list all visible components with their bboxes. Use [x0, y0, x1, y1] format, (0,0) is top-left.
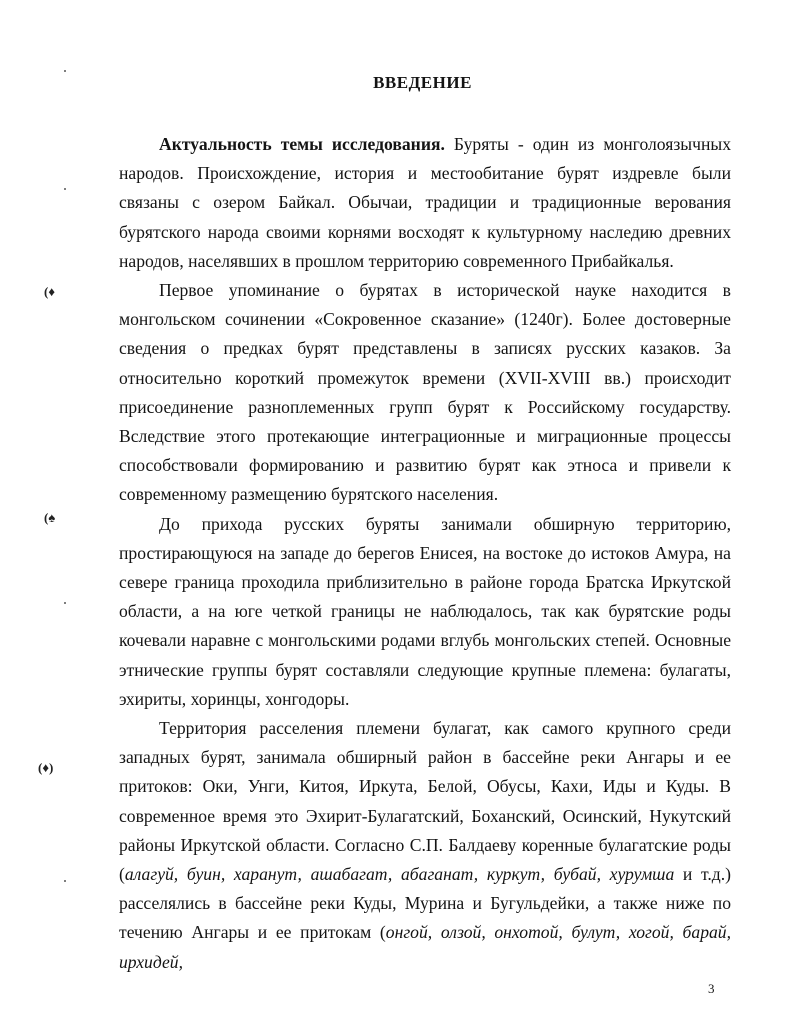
margin-mark: (♦): [38, 760, 54, 775]
paragraph-lead: Актуальность темы исследования.: [159, 134, 445, 154]
paragraph: До прихода русских буряты занимали обширную территорию, простирающуюся на западе до берегов Енисея, на востоке до истоков Амура, на севере граница проходила приблизительно в районе города Братска Иркутской области, а на юге четкой границы не наблюдалось, так как бурятские роды кочевали наравне с монгольскими родами вглубь монгольских степей. Основные этнические группы бурят составляли следующие крупные племена: булагаты, эхириты, хоринцы, хонгодоры.: [119, 513, 731, 709]
paragraph-text: Буряты - один из монголоязычных народов. Происхождение, история и местообитание бурят издревле были связаны с озером Байкал. Обычаи, традиции и традиционные верования бурятского народа своими корнями восходят к культурному наследию древних народов, населявших в прошлом территорию современного Прибайкалья.: [119, 134, 731, 271]
paragraph-text: и т.д.) расселялись в бассейне реки Куды, Мурина и Бугульдейки, а также ниже по течению Ангары и ее притокам (: [119, 864, 731, 943]
scan-speck: [64, 602, 66, 604]
paragraph-italic: алагуй, буин, харанут, ашабагат, абаганат, куркут, бубай, хурумша: [124, 864, 675, 885]
paragraph-italic: онгой, олзой, онхотой, булут, хогой, барай, ирхидей,: [119, 922, 731, 972]
document-body: [119, 130, 731, 977]
margin-mark: (♦: [44, 284, 55, 299]
scan-speck: [64, 188, 66, 190]
document-title: ВВЕДЕНИЕ: [373, 73, 472, 92]
paragraph: [119, 130, 731, 276]
paragraph-text: Территория расселения племени булагат, как самого крупного среди западных бурят, занимала обширный район в бассейне реки Ангары и ее притоков: Оки, Унги, Китоя, Иркута, Белой, Обусы, Кахи, Иды и Куды. В современное время это Эхирит-Булагатский, Боханский, Осинский, Нукутский районы Иркутской области. Согласно С.П. Балдаеву коренные булагатские роды (: [119, 718, 731, 885]
scan-speck: [64, 880, 66, 882]
page-number: 3: [708, 981, 715, 996]
scan-speck: [64, 70, 66, 72]
paragraph: [119, 714, 731, 977]
paragraph: Первое упоминание о бурятах в исторической науке находится в монгольском сочинении «Сокровенное сказание» (1240г). Более достоверные сведения о предках бурят представлены в записях русских казаков. За относительно короткий промежуток времени (XVII-XVIII вв.) происходит присоединение разноплеменных групп бурят к Российскому государству. Вследствие этого протекающие интеграционные и миграционные процессы способствовали формированию и развитию бурят как этноса и привели к современному размещению бурятского населения.: [119, 280, 731, 505]
margin-mark: (♠: [44, 510, 56, 525]
